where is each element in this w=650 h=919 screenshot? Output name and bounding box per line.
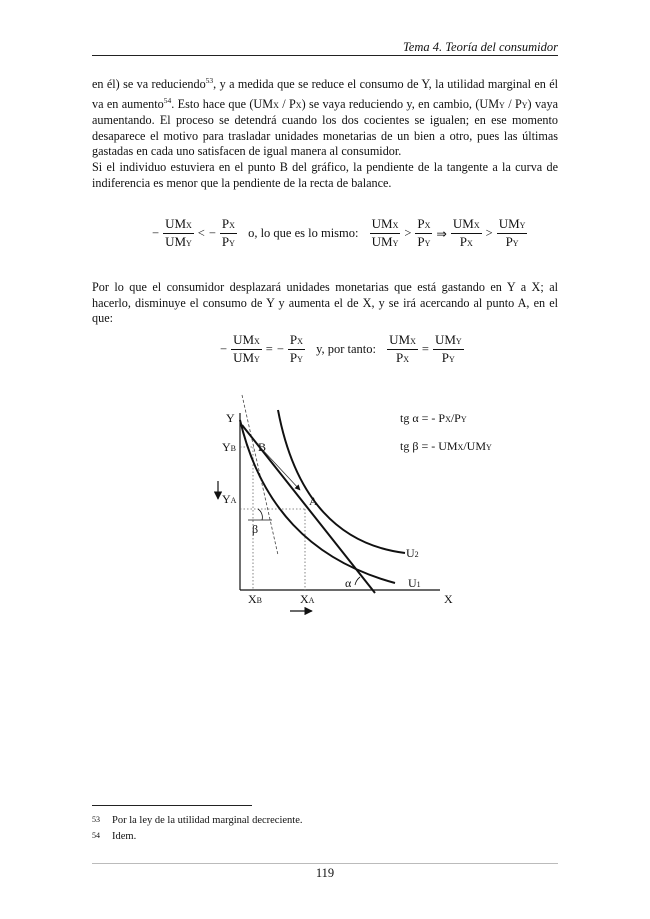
paragraph-3: Por lo que el consumidor desplazará unidades monetarias que está gastando en Y a X; al hacerlo, disminuye el consumo de Y y aumenta el de X, y se irá acercando al punto A, en el que: [92,280,558,325]
legend-tg-alpha: tg α = - PX/PY [400,411,467,425]
footnote-53: 53 Por la ley de la utilidad marginal decreciente. [92,815,303,826]
x-axis-label: X [444,592,453,606]
point-a-label: A [309,494,318,508]
equilibrium-formula: − $\frac{\text{UMX}}{\text{UMY}}$ = − $\frac{PX}{PY}$ y, por tanto: $\frac{\text{UMX}}{PX}$ = $\frac{\text{UMY}}{PY}$ [220,332,462,365]
paragraph-2: Si el individuo estuviera en el punto B del gráfico, la pendiente de la tangente a la curva de indiferencia es menor que la pendiente de la recta de balance. [92,160,558,190]
inequality-formula: − $\frac{\text{UMX}}{\text{UMY}}$ < − $\frac{PX}{PY}$ o, lo que es lo mismo: $\frac{\text{UMX}}{\text{UMY}}$ > $\frac{PX}{PY}$ ⇒ $\frac{\text{UMX}}{PX}$ > $\frac{\text{UMY}}{PY}$ [152,216,526,249]
indifference-curve-u2 [278,410,405,553]
y-axis-label: Y [226,411,235,425]
xa-label: XA [300,592,315,606]
ya-label: YA [222,492,237,506]
indifference-curve-diagram [200,395,492,620]
alpha-arc [355,577,360,585]
u2-label: U2 [406,546,419,560]
footnote-rule [92,805,252,806]
footnote-ref-54[interactable]: 54 [163,95,172,105]
paragraph-1: en él) se va reduciendo$^{53}$, y a medida que se reduce el consumo de Y, la utilidad marginal en él va en aumento$^{54}$. Esto hace que (UMX / PX) se vaya reduciendo y, en cambio, (UMY / PY) vaya aumentando. El proceso se detendrá cuando los dos cocientes se igualen; en ese momento desaparece el motivo para trasladar unidades monetarias de un bien a otro, pues las últimas gastadas en cada uno satisfacen de igual manera al consumidor. [92,76,559,159]
beta-label: β [252,522,259,536]
header-rule [92,55,558,56]
u1-label: U1 [408,576,421,590]
alpha-label: α [345,576,352,590]
footer-rule [92,863,558,864]
legend-tg-beta: tg β = - UMX/UMY [400,439,492,453]
page-number: 119 [315,866,335,880]
yb-label: YB [222,440,237,454]
footnote-ref-53[interactable]: 53 [205,76,214,85]
footnote-54: 54 Idem. [92,831,137,842]
xb-label: XB [248,592,263,606]
running-header: Tema 4. Teoría del consumidor [403,40,558,54]
beta-arc [258,509,262,520]
point-b-label: B [258,440,267,454]
